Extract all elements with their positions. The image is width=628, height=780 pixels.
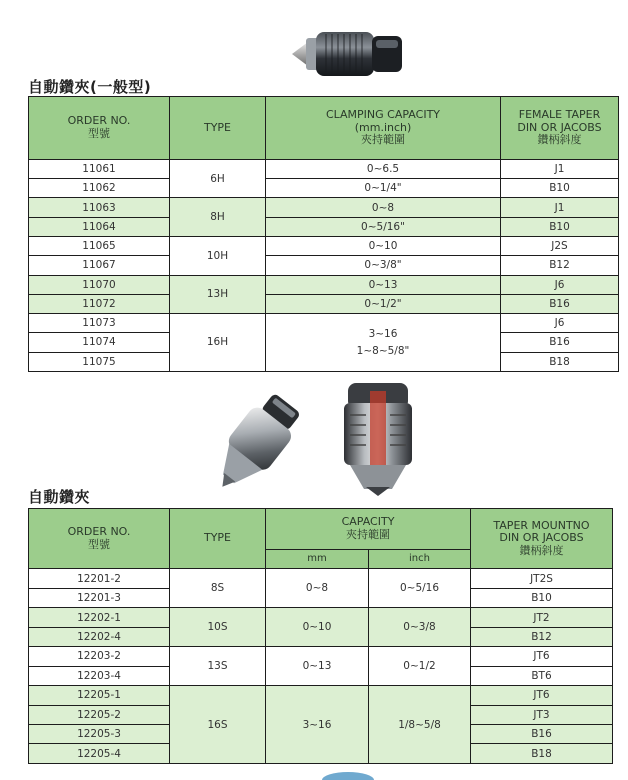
order-cell: 11063 (29, 198, 170, 217)
order-cell: 11067 (29, 256, 170, 275)
header-order-no: ORDER NO. 型號 (29, 97, 170, 160)
order-cell: 11064 (29, 217, 170, 236)
type-cell: 16H (170, 314, 266, 372)
section-title-auto: 自動鑽夾 (28, 488, 91, 506)
taper-cell: J1 (501, 198, 619, 217)
type-cell: 13H (170, 275, 266, 314)
keyless-chuck-image (286, 24, 410, 80)
mm-cell: 3~16 (266, 686, 369, 764)
type-cell: 6H (170, 159, 266, 198)
taper-cell: B16 (501, 294, 619, 313)
header-type: TYPE (170, 97, 266, 160)
capacity-cell: 0~6.5 (266, 159, 501, 178)
next-chuck-image-partial (318, 770, 378, 780)
order-cell: 11075 (29, 352, 170, 371)
header-mm: mm (266, 549, 369, 568)
order-cell: 11062 (29, 179, 170, 198)
header-capacity: CAPACITY 夾持範圍 (266, 509, 471, 550)
taper-cell: B12 (501, 256, 619, 275)
order-cell: 12203-4 (29, 666, 170, 685)
taper-cell: B12 (471, 627, 613, 646)
taper-cell: BT6 (471, 666, 613, 685)
type-cell: 8S (170, 569, 266, 608)
header-type: TYPE (170, 509, 266, 569)
order-cell: 11073 (29, 314, 170, 333)
type-cell: 13S (170, 647, 266, 686)
order-cell: 11070 (29, 275, 170, 294)
order-cell: 11072 (29, 294, 170, 313)
order-cell: 12203-2 (29, 647, 170, 666)
type-cell: 10S (170, 608, 266, 647)
order-cell: 12205-4 (29, 744, 170, 764)
spec-table-general (28, 96, 619, 372)
capacity-cell: 0~1/4" (266, 179, 501, 198)
inch-cell: 0~1/2 (369, 647, 471, 686)
spec-table-auto (28, 508, 613, 764)
order-cell: 12201-3 (29, 588, 170, 607)
inch-cell: 0~5/16 (369, 569, 471, 608)
header-taper-mount: TAPER MOUNTNO DIN OR JACOBS 鑽柄斜度 (471, 509, 613, 569)
capacity-cell: 0~8 (266, 198, 501, 217)
order-cell: 12205-3 (29, 725, 170, 744)
taper-cell: B16 (501, 333, 619, 352)
type-cell: 16S (170, 686, 266, 764)
taper-cell: B18 (501, 352, 619, 371)
order-cell: 11065 (29, 236, 170, 255)
section-title-general: 自動鑽夾(一般型) (28, 78, 152, 96)
mm-cell: 0~13 (266, 647, 369, 686)
inch-cell: 1/8~5/8 (369, 686, 471, 764)
taper-cell: JT3 (471, 705, 613, 724)
taper-cell: B18 (471, 744, 613, 764)
order-cell: 11061 (29, 159, 170, 178)
capacity-cell: 0~1/2" (266, 294, 501, 313)
taper-cell: JT2 (471, 608, 613, 627)
capacity-cell: 0~13 (266, 275, 501, 294)
header-order-no: ORDER NO. 型號 (29, 509, 170, 569)
capacity-cell: 0~10 (266, 236, 501, 255)
type-cell: 10H (170, 236, 266, 275)
chuck-angled-image (200, 390, 310, 500)
taper-cell: B10 (501, 217, 619, 236)
capacity-cell: 3~16 1~8~5/8" (266, 314, 501, 372)
header-female-taper: FEMALE TAPER DIN OR JACOBS 鑽柄斜度 (501, 97, 619, 160)
mm-cell: 0~10 (266, 608, 369, 647)
taper-cell: JT2S (471, 569, 613, 588)
mm-cell: 0~8 (266, 569, 369, 608)
order-cell: 11074 (29, 333, 170, 352)
taper-cell: B10 (471, 588, 613, 607)
type-cell: 8H (170, 198, 266, 237)
inch-cell: 0~3/8 (369, 608, 471, 647)
taper-cell: J1 (501, 159, 619, 178)
taper-cell: J2S (501, 236, 619, 255)
order-cell: 12205-2 (29, 705, 170, 724)
capacity-cell: 0~5/16" (266, 217, 501, 236)
taper-cell: J6 (501, 275, 619, 294)
taper-cell: B10 (501, 179, 619, 198)
order-cell: 12202-4 (29, 627, 170, 646)
taper-cell: JT6 (471, 647, 613, 666)
header-clamping-capacity: CLAMPING CAPACITY (mm.inch) 夾持範圍 (266, 97, 501, 160)
order-cell: 12205-1 (29, 686, 170, 705)
order-cell: 12201-2 (29, 569, 170, 588)
taper-cell: JT6 (471, 686, 613, 705)
taper-cell: B16 (471, 725, 613, 744)
header-inch: inch (369, 549, 471, 568)
capacity-cell: 0~3/8" (266, 256, 501, 275)
taper-cell: J6 (501, 314, 619, 333)
order-cell: 12202-1 (29, 608, 170, 627)
chuck-cutaway-image (336, 381, 420, 497)
